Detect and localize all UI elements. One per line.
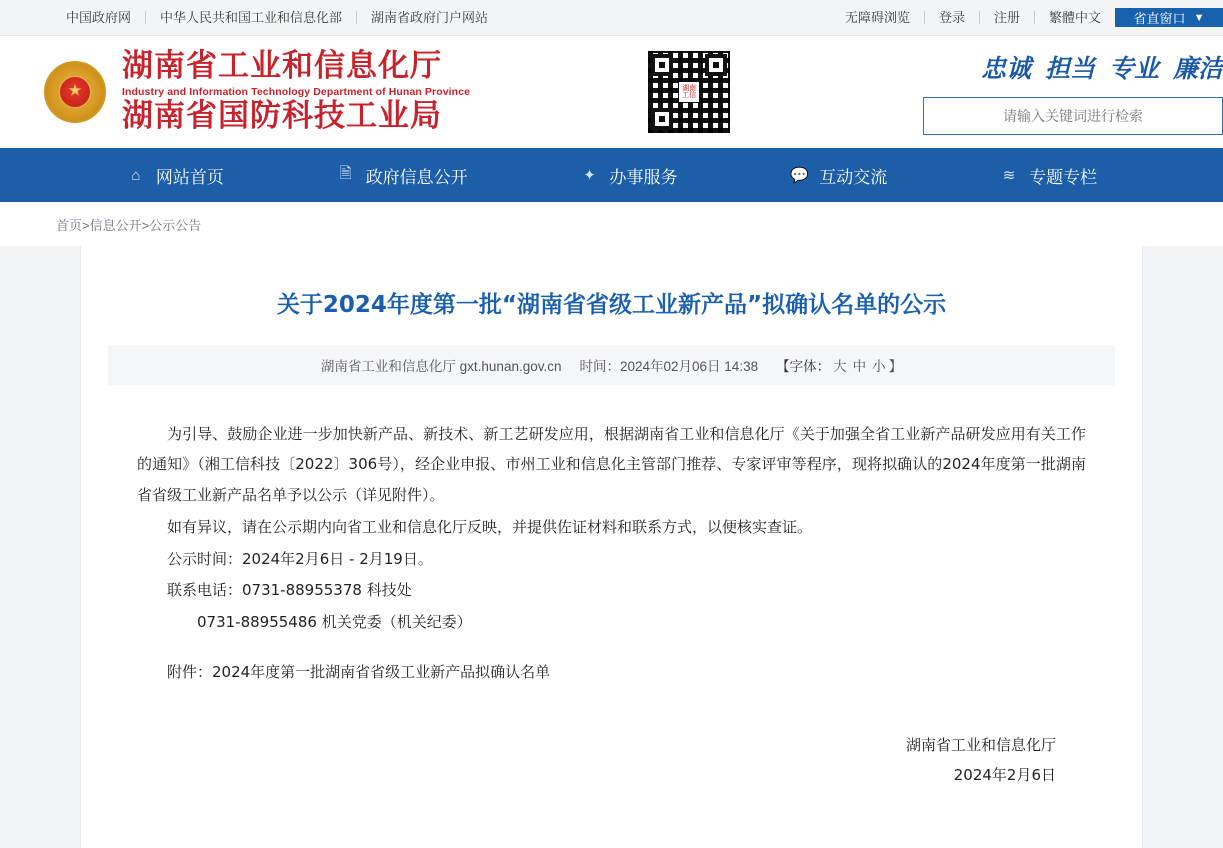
article-paragraph: 0731-88955486 机关党委（机关纪委） xyxy=(197,613,472,631)
nav-item-special-columns[interactable] xyxy=(999,163,1097,188)
nav-item-label: 办事服务 xyxy=(609,167,678,187)
nav-item-label: 专题专栏 xyxy=(1029,167,1098,187)
chat-icon: 💬 xyxy=(789,167,809,184)
article-signature xyxy=(137,730,1086,790)
qr-finder-top-left xyxy=(651,54,673,76)
nav-item-home[interactable] xyxy=(126,163,224,188)
page-title: 关于2024年度第一批“湖南省省级工业新产品”拟确认名单的公示 xyxy=(276,292,947,318)
qr-center-label: 湖南工信 xyxy=(679,82,699,102)
article-time: 时间：2024年02月06日 14:38 xyxy=(579,358,759,374)
font-size-label: 【字体： xyxy=(776,358,831,374)
topbar-link-register[interactable]: 注册 xyxy=(993,10,1020,25)
font-size-control xyxy=(776,355,902,375)
breadcrumb-item-announcements[interactable]: 公示公告 xyxy=(149,217,202,233)
site-title-line1: 湖南省工业和信息化厅 xyxy=(122,48,442,85)
breadcrumb-item-home[interactable]: 首页 xyxy=(56,217,83,233)
site-title-line2: 湖南省国防科技工业局 xyxy=(122,98,442,134)
province-window-dropdown[interactable] xyxy=(1115,8,1223,27)
signature-date: 2024年2月6日 xyxy=(953,765,1056,784)
site-title-block xyxy=(122,49,470,135)
breadcrumb-separator: > xyxy=(141,217,150,233)
layers-icon: ≋ xyxy=(1002,167,1016,184)
topbar-link-china-gov[interactable]: 中国政府网 xyxy=(66,10,132,25)
article-source: 湖南省工业和信息化厅 gxt.hunan.gov.cn xyxy=(320,358,562,374)
header-right-area xyxy=(893,49,1223,135)
slogan xyxy=(981,49,1223,85)
signature-org: 湖南省工业和信息化厅 xyxy=(905,735,1056,754)
topbar-link-hunan-gov[interactable]: 湖南省政府门户网站 xyxy=(371,10,489,25)
home-icon: ⌂ xyxy=(131,166,141,184)
province-window-label: 省直窗口 xyxy=(1133,11,1186,26)
nav-item-label: 政府信息公开 xyxy=(365,167,468,187)
main-navigation xyxy=(0,148,1223,202)
nav-item-label: 网站首页 xyxy=(155,167,224,187)
nav-item-interaction[interactable] xyxy=(789,163,887,188)
search-box[interactable] xyxy=(923,97,1223,135)
article-paragraph: 公示时间：2024年2月6日 - 2月19日。 xyxy=(167,549,433,568)
chevron-down-icon: ▼ xyxy=(1193,11,1205,24)
search-input[interactable] xyxy=(938,107,1208,125)
nav-item-services[interactable] xyxy=(579,163,677,188)
nav-item-label: 互动交流 xyxy=(819,167,888,187)
topbar-right-links xyxy=(831,0,1223,35)
article-paragraph: 为引导、鼓励企业进一步加快新产品、新技术、新工艺研发应用，根据湖南省工业和信息化厅《关于加强全省工业新产品研发应用有关工作的通知》（湘工信科技〔2022〕306号），经企业申报、市州工业和信息化主管部门推荐、专家评审等程序，现将拟确认的2024年度第一批湖南省省级工业新产品名单予以公示（详见附件）。 xyxy=(137,424,1086,504)
font-size-small[interactable]: 小 xyxy=(872,358,886,374)
breadcrumb-item-disclosure[interactable]: 信息公开 xyxy=(89,217,142,233)
topbar-link-login[interactable]: 登录 xyxy=(938,10,965,25)
nav-item-gov-info-disclosure[interactable] xyxy=(336,163,468,188)
article-attachment-link[interactable]: 附件：2024年度第一批湖南省省级工业新产品拟确认名单 xyxy=(167,662,551,681)
topbar-left-links xyxy=(0,0,502,35)
site-header xyxy=(0,36,1223,148)
topbar-link-traditional-chinese[interactable]: 繁體中文 xyxy=(1048,10,1101,25)
qr-code-icon xyxy=(645,48,733,136)
font-size-close: 】 xyxy=(888,358,903,374)
site-title-english: Industry and Information Technology Department of Hunan Province xyxy=(122,86,471,98)
article-paragraph: 如有异议，请在公示期内向省工业和信息化厅反映，并提供佐证材料和联系方式，以便核实查证。 xyxy=(167,517,813,536)
qr-finder-top-right xyxy=(705,54,727,76)
slogan-word-3: 专业 xyxy=(1108,54,1159,83)
breadcrumb-separator: > xyxy=(82,217,90,233)
article-meta-bar xyxy=(108,345,1115,385)
topbar-link-accessibility[interactable]: 无障碍浏览 xyxy=(844,10,910,25)
font-size-large[interactable]: 大 xyxy=(833,358,847,374)
breadcrumb-bar xyxy=(0,202,1223,246)
document-icon: 🗎 xyxy=(339,164,352,182)
qr-finder-bottom-left xyxy=(651,108,673,130)
top-utility-bar xyxy=(0,0,1223,36)
article-content xyxy=(109,419,1114,790)
breadcrumb xyxy=(0,215,201,234)
national-emblem-icon xyxy=(44,61,106,123)
article-paragraph: 联系电话：0731-88955378 科技处 xyxy=(167,581,412,600)
slogan-word-4: 廉洁 xyxy=(1172,54,1223,83)
spacer xyxy=(137,639,1086,657)
page-body xyxy=(0,246,1223,848)
slogan-word-1: 忠诚 xyxy=(980,54,1031,83)
font-size-medium[interactable]: 中 xyxy=(852,358,867,374)
topbar-link-miit[interactable]: 中华人民共和国工业和信息化部 xyxy=(160,10,343,25)
article-card xyxy=(80,246,1143,848)
service-icon: ✦ xyxy=(583,167,596,184)
slogan-word-2: 担当 xyxy=(1044,54,1095,83)
